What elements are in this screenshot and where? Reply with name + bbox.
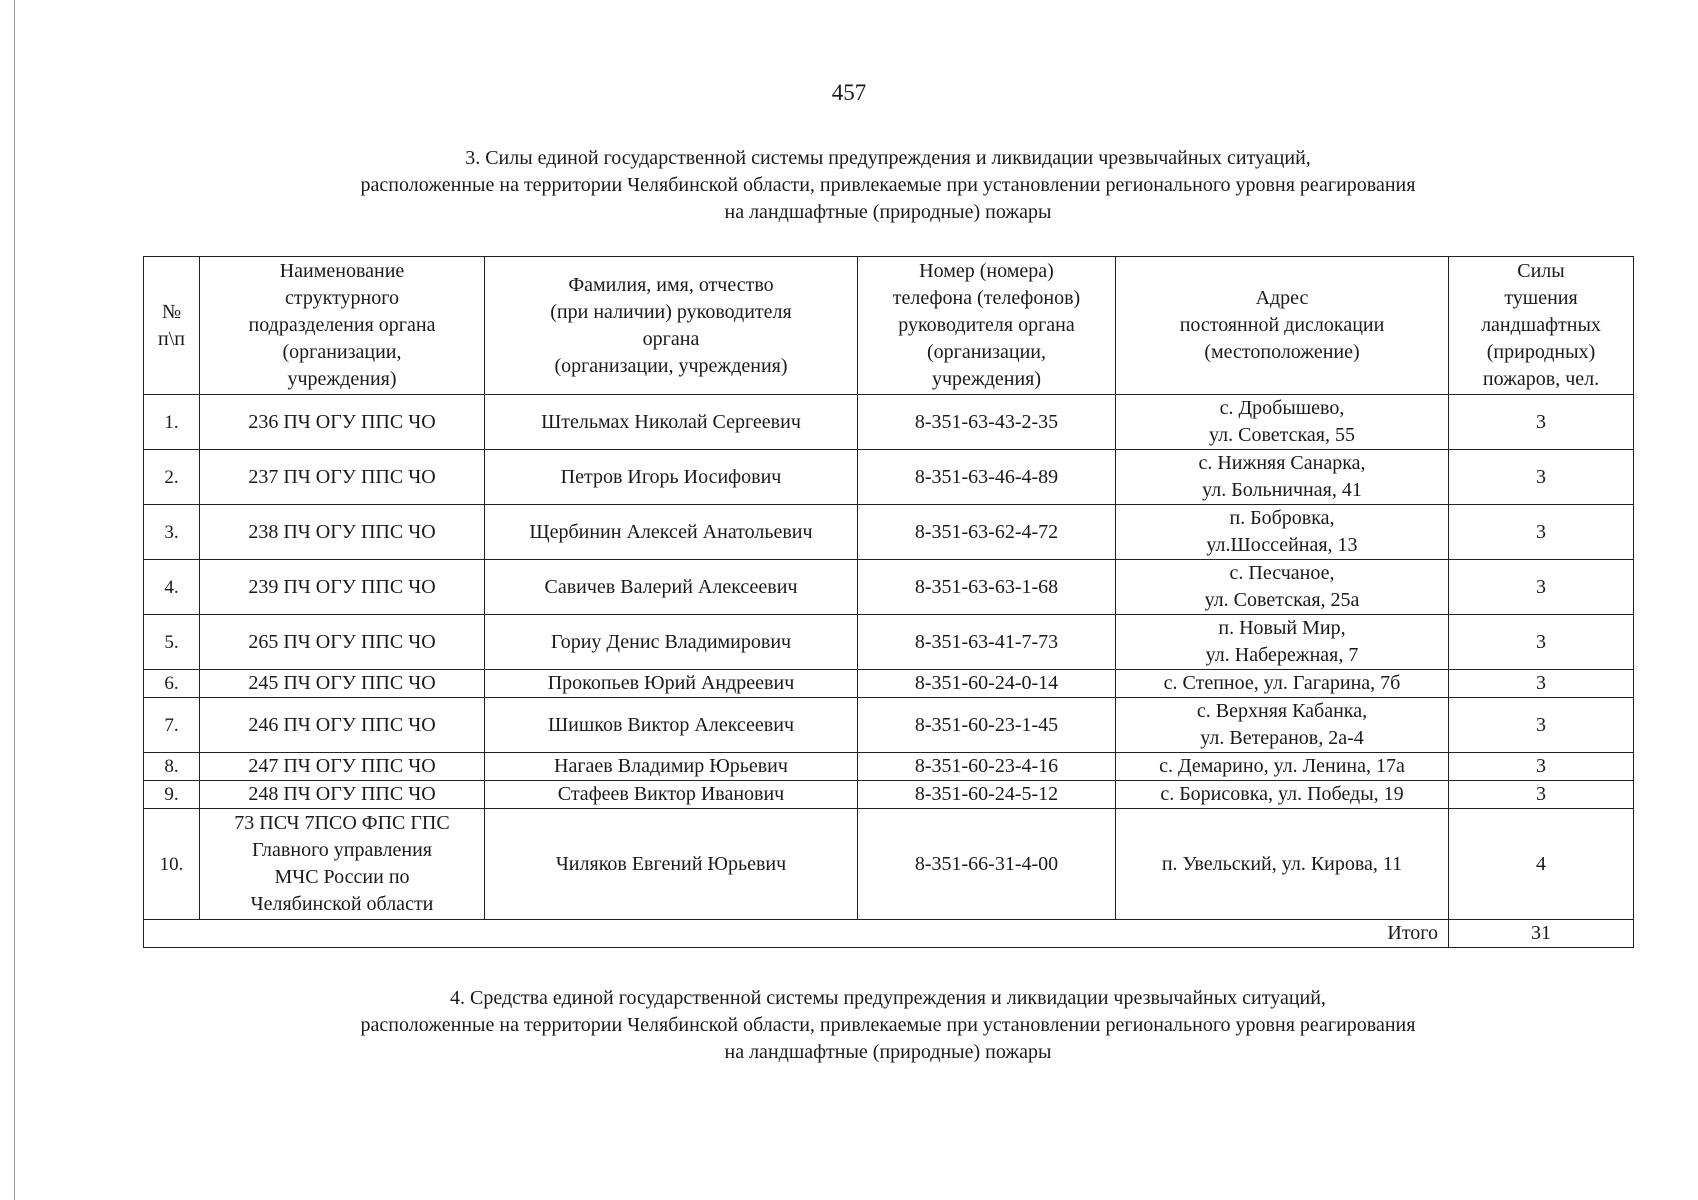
cell-line: 239 ПЧ ОГУ ППС ЧО — [248, 575, 436, 598]
address — [1116, 670, 1449, 698]
phone: 8-351-60-24-0-14 — [858, 670, 1116, 698]
cell-line: 248 ПЧ ОГУ ППС ЧО — [248, 783, 436, 805]
phone: 8-351-63-62-4-72 — [858, 505, 1116, 560]
address — [1116, 450, 1449, 505]
unit-name — [200, 809, 485, 920]
cell-line: 236 ПЧ ОГУ ППС ЧО — [248, 410, 436, 433]
row-number: 6. — [144, 670, 200, 698]
forces-count: 3 — [1449, 560, 1634, 615]
cell-line: ул. Советская, 25а — [1204, 589, 1360, 611]
header-head-name — [485, 257, 858, 395]
header-phone — [858, 257, 1116, 395]
forces-count: 3 — [1449, 670, 1634, 698]
phone: 8-351-63-46-4-89 — [858, 450, 1116, 505]
cell-line: структурного — [285, 287, 399, 309]
cell-line: 237 ПЧ ОГУ ППС ЧО — [248, 465, 436, 488]
cell-line: Главного управления — [252, 839, 432, 861]
forces-count: 3 — [1449, 753, 1634, 781]
page-number: 457 — [831, 80, 867, 105]
cell-line: п\п — [158, 327, 185, 350]
cell-line: телефона (телефонов) — [892, 287, 1081, 309]
cell-line: учреждения) — [931, 368, 1042, 390]
table-row — [144, 560, 1634, 615]
section-3-title — [143, 145, 1633, 226]
forces-count: 3 — [1449, 450, 1634, 505]
forces-table — [143, 256, 1634, 948]
address — [1116, 781, 1449, 809]
phone: 8-351-60-23-4-16 — [858, 753, 1116, 781]
cell-line: (местоположение) — [1204, 341, 1360, 363]
section-4-title-line: расположенные на территории Челябинской области, привлекаемые при установлении регионального уровня реагирования — [360, 1014, 1416, 1036]
cell-line: постоянной дислокации — [1179, 314, 1385, 336]
total-label: Итого — [144, 920, 1449, 948]
cell-line: п. Новый Мир, — [1218, 617, 1346, 639]
table-row — [144, 395, 1634, 450]
section-4-title-line: 4. Средства единой государственной системы предупреждения и ликвидации чрезвычайных ситуаций, — [450, 987, 1326, 1009]
cell-line: (природных) — [1486, 341, 1596, 363]
row-number: 10. — [144, 809, 200, 920]
header-forces — [1449, 257, 1634, 395]
cell-line: Адрес — [1255, 287, 1309, 309]
forces-count: 4 — [1449, 809, 1634, 920]
table-row — [144, 505, 1634, 560]
address — [1116, 615, 1449, 670]
total-value: 31 — [1449, 920, 1634, 948]
phone: 8-351-66-31-4-00 — [858, 809, 1116, 920]
cell-line: 245 ПЧ ОГУ ППС ЧО — [248, 672, 436, 694]
section-4-title — [143, 985, 1633, 1066]
cell-line: с. Верхняя Кабанка, — [1196, 700, 1368, 722]
address — [1116, 809, 1449, 920]
head-name: Шишков Виктор Алексеевич — [485, 698, 858, 753]
header-address — [1116, 257, 1449, 395]
unit-name — [200, 615, 485, 670]
cell-line: 247 ПЧ ОГУ ППС ЧО — [248, 755, 436, 777]
table-row — [144, 698, 1634, 753]
cell-line: с. Степное, ул. Гагарина, 7б — [1163, 672, 1401, 694]
cell-line: МЧС России по — [274, 866, 410, 888]
cell-line: ул. Больничная, 41 — [1202, 479, 1362, 501]
cell-line: № — [161, 300, 182, 323]
cell-line: Фамилия, имя, отчество — [568, 273, 774, 296]
forces-count: 3 — [1449, 615, 1634, 670]
row-number: 4. — [144, 560, 200, 615]
forces-count: 3 — [1449, 395, 1634, 450]
unit-name — [200, 560, 485, 615]
head-name: Чиляков Евгений Юрьевич — [485, 809, 858, 920]
phone: 8-351-63-43-2-35 — [858, 395, 1116, 450]
unit-name — [200, 395, 485, 450]
cell-line: с. Нижняя Санарка, — [1198, 452, 1366, 474]
row-number: 1. — [144, 395, 200, 450]
section-3-title-line: расположенные на территории Челябинской области, привлекаемые при установлении регионального уровня реагирования — [360, 174, 1416, 196]
table-header-row — [144, 257, 1634, 395]
head-name: Нагаев Владимир Юрьевич — [485, 753, 858, 781]
cell-line: тушения — [1504, 287, 1578, 309]
cell-line: ул. Ветеранов, 2а-4 — [1200, 727, 1364, 749]
unit-name — [200, 698, 485, 753]
address — [1116, 505, 1449, 560]
head-name: Петров Игорь Иосифович — [485, 450, 858, 505]
head-name: Щербинин Алексей Анатольевич — [485, 505, 858, 560]
head-name: Прокопьев Юрий Андреевич — [485, 670, 858, 698]
phone: 8-351-60-24-5-12 — [858, 781, 1116, 809]
row-number: 8. — [144, 753, 200, 781]
section-3-title-line: на ландшафтные (природные) пожары — [724, 201, 1052, 223]
cell-line: ул.Шоссейная, 13 — [1206, 534, 1358, 556]
forces-count: 3 — [1449, 505, 1634, 560]
address — [1116, 395, 1449, 450]
cell-line: Наименование — [279, 260, 405, 282]
cell-line: ул. Набережная, 7 — [1205, 644, 1359, 666]
cell-line: 73 ПСЧ 7ПСО ФПС ГПС — [234, 812, 450, 834]
forces-count: 3 — [1449, 781, 1634, 809]
phone: 8-351-63-63-1-68 — [858, 560, 1116, 615]
forces-count: 3 — [1449, 698, 1634, 753]
table-row — [144, 670, 1634, 698]
table-row — [144, 781, 1634, 809]
unit-name — [200, 781, 485, 809]
cell-line: Силы — [1517, 260, 1565, 282]
head-name: Стафеев Виктор Иванович — [485, 781, 858, 809]
cell-line: с. Дробышево, — [1219, 397, 1345, 419]
row-number: 5. — [144, 615, 200, 670]
total-row — [144, 920, 1634, 948]
cell-line: п. Увельский, ул. Кирова, 11 — [1161, 852, 1403, 875]
head-name: Савичев Валерий Алексеевич — [485, 560, 858, 615]
unit-name — [200, 450, 485, 505]
section-4-title-line: на ландшафтные (природные) пожары — [724, 1041, 1052, 1063]
address — [1116, 698, 1449, 753]
cell-line: (организации, — [926, 341, 1047, 363]
cell-line: 265 ПЧ ОГУ ППС ЧО — [248, 630, 436, 653]
cell-line: (организации, — [282, 341, 402, 363]
cell-line: органа — [642, 327, 700, 350]
cell-line: (при наличии) руководителя — [550, 300, 792, 323]
page-edge-rule — [14, 0, 15, 1200]
cell-line: Челябинской области — [250, 893, 434, 915]
row-number: 7. — [144, 698, 200, 753]
cell-line: ул. Советская, 55 — [1209, 424, 1355, 446]
unit-name — [200, 505, 485, 560]
head-name: Штельмах Николай Сергеевич — [485, 395, 858, 450]
phone: 8-351-60-23-1-45 — [858, 698, 1116, 753]
cell-line: ландшафтных — [1481, 314, 1601, 336]
cell-line: с. Борисовка, ул. Победы, 19 — [1160, 783, 1404, 805]
phone: 8-351-63-41-7-73 — [858, 615, 1116, 670]
row-number: 9. — [144, 781, 200, 809]
table-row — [144, 753, 1634, 781]
row-number: 3. — [144, 505, 200, 560]
table-row — [144, 809, 1634, 920]
cell-line: с. Демарино, ул. Ленина, 17а — [1159, 755, 1405, 777]
cell-line: Номер (номера) — [919, 260, 1054, 282]
unit-name — [200, 670, 485, 698]
cell-line: подразделения органа — [248, 314, 436, 336]
head-name: Гориу Денис Владимирович — [485, 615, 858, 670]
cell-line: руководителя органа — [898, 314, 1075, 336]
unit-name — [200, 753, 485, 781]
address — [1116, 560, 1449, 615]
header-unit-name — [200, 257, 485, 395]
table-row — [144, 615, 1634, 670]
section-3-title-line: 3. Силы единой государственной системы предупреждения и ликвидации чрезвычайных ситуаций, — [465, 147, 1311, 169]
cell-line: пожаров, чел. — [1482, 368, 1600, 390]
table-row — [144, 450, 1634, 505]
cell-line: (организации, учреждения) — [554, 354, 788, 377]
cell-line: 246 ПЧ ОГУ ППС ЧО — [248, 713, 436, 736]
cell-line: п. Бобровка, — [1229, 507, 1335, 529]
address — [1116, 753, 1449, 781]
cell-line: с. Песчаное, — [1229, 562, 1335, 584]
header-number — [144, 257, 200, 395]
cell-line: учреждения) — [287, 368, 397, 390]
cell-line: 238 ПЧ ОГУ ППС ЧО — [248, 520, 436, 543]
row-number: 2. — [144, 450, 200, 505]
